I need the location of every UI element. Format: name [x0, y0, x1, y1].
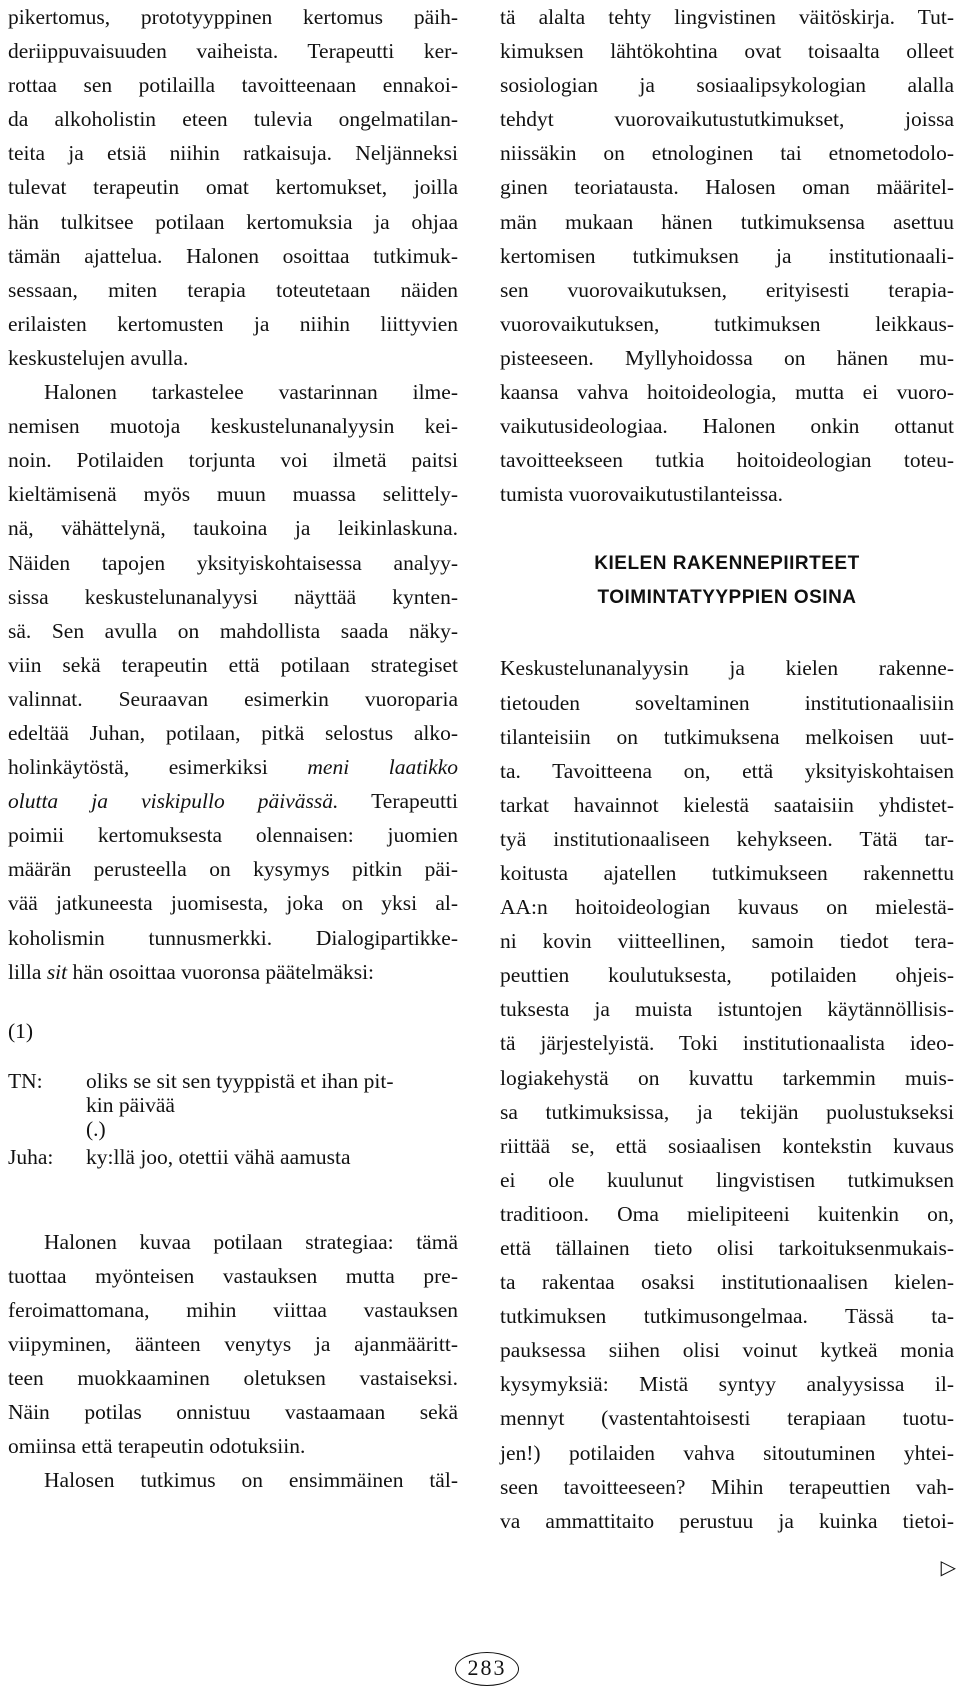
- text-line: peuttien koulutuksesta, potilaiden ohjeis-: [500, 963, 954, 988]
- text-line: tutkimuksen tutkimusongelmaa. Tässä ta-: [500, 1304, 954, 1329]
- turn-line: kin päivää: [86, 1092, 175, 1117]
- text-line: niissäkin on etnologinen tai etnometodolo-: [500, 141, 954, 166]
- text-line: kertomisen tutkimuksen ja institutionaali-: [500, 243, 954, 268]
- paragraph-1: [8, 0, 458, 375]
- text-line: poimii kertomuksesta olennaisen: juomien: [8, 823, 458, 848]
- text-line: teita ja etsiä niihin ratkaisuja. Neljänneksi: [8, 141, 458, 166]
- text-line: logiakehystä on kuvattu tarkemmin muis-: [500, 1065, 954, 1090]
- text-line: jen!) potilaiden vahva sitoutuminen yhtei-: [500, 1440, 954, 1465]
- text-line: sen vuorovaikutuksen, erityisesti terapia-: [500, 277, 954, 302]
- text-span: hän osoittaa vuoronsa päätelmäksi:: [72, 959, 375, 984]
- example-number: (1): [8, 1018, 34, 1043]
- right-column: [500, 0, 954, 1538]
- transcript-turn: [8, 1069, 458, 1141]
- text-line: tietouden soveltaminen institutionaalisiin: [500, 690, 954, 715]
- text-line: [8, 784, 458, 818]
- text-line: ta rakentaa osaksi institutionaalisen kielen-: [500, 1270, 954, 1295]
- left-column: [8, 0, 458, 1497]
- page-number: 283: [455, 1652, 519, 1686]
- text-line: sissa keskustelunanalyysi näyttää kynten-: [8, 584, 458, 609]
- text-line: tavoitteekseen tutkia hoitoideologian toteu-: [500, 448, 954, 473]
- text-line: seen tavoitteeseen? Mihin terapeuttien vah-: [500, 1474, 954, 1499]
- italic-quote: olutta ja viskipullo päivässä.: [8, 789, 339, 814]
- text-span: lilla: [8, 959, 42, 984]
- text-line: että tällainen tieto olisi tarkoituksenmukais-: [500, 1236, 954, 1260]
- text-span: Terapeutti: [371, 789, 458, 814]
- turn-line: oliks se sit sen tyyppistä et ihan pit-: [86, 1068, 394, 1093]
- text-line: määrän perusteella on kysymys pitkin päi-: [8, 857, 458, 882]
- text-line: erilaisten kertomusten ja niihin liittyvien: [8, 311, 458, 336]
- transcript-turn: [8, 1145, 458, 1169]
- paragraph-3: [8, 1225, 458, 1464]
- pause-marker: (.): [86, 1116, 106, 1141]
- text-line: tämän ajattelua. Halonen osoittaa tutkimuk-: [8, 243, 458, 268]
- text-line: ni kovin viitteellinen, samoin tiedot tera-: [500, 929, 954, 954]
- text-line: Halonen tarkastelee vastarinnan ilme-: [44, 380, 458, 405]
- section-heading: [500, 547, 954, 615]
- text-line: rottaa sen potilailla tavoitteenaan ennakoi-: [8, 73, 458, 98]
- text-line: viipyminen, äänteen venytys ja ajanmääritt-: [8, 1332, 458, 1356]
- text-line: pisteeseen. Myllyhoidossa on hänen mu-: [500, 345, 954, 370]
- text-line: sa tutkimuksissa, ja tekijän puolustukseksi: [500, 1099, 954, 1124]
- text-line: vuorovaikutuksen, tutkimuksen leikkaus-: [500, 311, 954, 336]
- text-line: omiinsa että terapeutin odotuksiin.: [8, 1434, 306, 1459]
- text-line: deriippuvaisuuden vaiheista. Terapeutti ker-: [8, 39, 458, 64]
- text-line: [8, 750, 458, 784]
- speaker-label: TN:: [8, 1068, 43, 1093]
- italic-particle: sit: [46, 959, 68, 984]
- text-line: tyä institutionaaliseen kehykseen. Tätä tar-: [500, 826, 954, 851]
- text-line: tilanteisiin on tutkimuksena melkoisen uut-: [500, 724, 954, 749]
- text-line: kysymyksiä: Mistä syntyy analyysissa il-: [500, 1372, 954, 1397]
- text-line: Halosen tutkimus on ensimmäinen täl-: [44, 1468, 458, 1493]
- text-line: tulevat terapeutin omat kertomukset, joilla: [8, 175, 458, 200]
- text-line: Näiden tapojen yksityiskohtaisessa analyy-: [8, 550, 458, 575]
- text-line: kimuksen lähtökohtina ovat toisaalta olleet: [500, 39, 954, 64]
- text-line: edeltää Juhan, potilaan, pitkä selostus alko-: [8, 720, 458, 745]
- text-line: da alkoholistin eteen tulevia ongelmatilan-: [8, 107, 458, 132]
- text-line: noin. Potilaiden torjunta voi ilmetä paitsi: [8, 448, 458, 473]
- italic-quote: meni laatikko: [307, 755, 458, 780]
- text-line: hän tulkitsee potilaan kertomuksia ja ohjaa: [8, 209, 458, 234]
- text-line: ta. Tavoitteena on, että yksityiskohtaisen: [500, 758, 954, 783]
- heading-line: TOIMINTATYYPPIEN OSINA: [597, 587, 857, 609]
- text-line: riittää se, että sosiaalisen kontekstin kuvaus: [500, 1133, 954, 1158]
- paragraph-continued: [500, 0, 954, 511]
- text-line: tehdyt vuorovaikutustutkimukset, joissa: [500, 107, 954, 132]
- text-line: sessaan, miten terapia toteutetaan näiden: [8, 277, 458, 302]
- text-line: [8, 955, 458, 989]
- text-line: keskustelujen avulla.: [8, 345, 189, 370]
- text-line: sä. Sen avulla on mahdollista saada näky-: [8, 618, 458, 643]
- text-line: va ammattitaito perustuu ja kuinka tietoi-: [500, 1508, 954, 1533]
- text-line: nä, vähättelynä, taukoina ja leikinlaskuna.: [8, 516, 458, 541]
- text-line: koholismin tunnusmerkki. Dialogipartikke-: [8, 925, 458, 950]
- text-line: pikertomus, prototyyppinen kertomus päih-: [8, 5, 458, 29]
- paragraph-section: [500, 651, 954, 1537]
- text-line: AA:n hoitoideologian kuvaus on mielestä-: [500, 895, 954, 920]
- text-line: Näin potilas onnistuu vastaamaan sekä: [8, 1400, 458, 1425]
- text-line: tä alalta tehty lingvistinen väitöskirja. Tut-: [500, 5, 954, 29]
- text-line: mennyt (vastentahtoisesti terapiaan tuotu-: [500, 1406, 954, 1431]
- text-line: tarkat havainnot kielestä saataisiin yhdistet-: [500, 792, 954, 817]
- transcript-example: [8, 1019, 458, 1169]
- text-line: tä järjestelyistä. Toki institutionaalista ideo-: [500, 1031, 954, 1056]
- text-line: tuksesta ja muista istuntojen käytännöllisis-: [500, 997, 954, 1022]
- text-span: holinkäytöstä, esimerkiksi: [8, 755, 268, 780]
- speaker-label: Juha:: [8, 1144, 54, 1169]
- text-line: traditioon. Oma mielipiteeni kuitenkin on,: [500, 1201, 954, 1226]
- text-line: pauksessa siihen olisi voinut kytkeä monia: [500, 1338, 954, 1363]
- turn-text: [86, 1069, 458, 1141]
- text-line: Keskustelunanalyysin ja kielen rakenne-: [500, 656, 954, 681]
- text-line: ei ole kuulunut lingvistisen tutkimuksen: [500, 1167, 954, 1192]
- text-line: tumista vuorovaikutustilanteissa.: [500, 482, 784, 507]
- text-line: vaikutusideologiaa. Halonen onkin ottanut: [500, 414, 954, 439]
- paragraph-4: [8, 1463, 458, 1497]
- heading-line: KIELEN RAKENNEPIIRTEET: [594, 553, 860, 575]
- text-line: feroimattomana, mihin viittaa vastauksen: [8, 1297, 458, 1322]
- text-line: teen muokkaaminen oletuksen vastaiseksi.: [8, 1366, 458, 1391]
- paragraph-2: [8, 375, 458, 989]
- text-line: män mukaan hänen tutkimuksensa asettuu: [500, 209, 954, 234]
- text-line: kaansa vahva hoitoideologia, mutta ei vuoro-: [500, 380, 954, 405]
- text-line: viin sekä terapeutin että potilaan strategiset: [8, 652, 458, 677]
- text-line: koitusta ajatellen tutkimukseen rakennettu: [500, 860, 954, 885]
- text-line: sosiologian ja sosiaalipsykologian alalla: [500, 73, 954, 98]
- text-line: vää jatkuneesta juomisesta, joka on yksi al-: [8, 891, 458, 916]
- turn-line: ky:llä joo, otettii vähä aamusta: [86, 1144, 351, 1169]
- text-line: tuottaa myönteisen vastauksen mutta pre-: [8, 1263, 458, 1288]
- text-line: nemisen muotoja keskustelunanalyysin kei-: [8, 414, 458, 439]
- text-line: valinnat. Seuraavan esimerkin vuoroparia: [8, 686, 458, 711]
- text-line: kieltämisenä myös muun muassa selittely-: [8, 482, 458, 507]
- continue-arrow-icon: ▷: [940, 1555, 956, 1579]
- text-line: Halonen kuvaa potilaan strategiaa: tämä: [44, 1229, 458, 1254]
- text-line: ginen teoriatausta. Halosen oman määritel-: [500, 175, 954, 200]
